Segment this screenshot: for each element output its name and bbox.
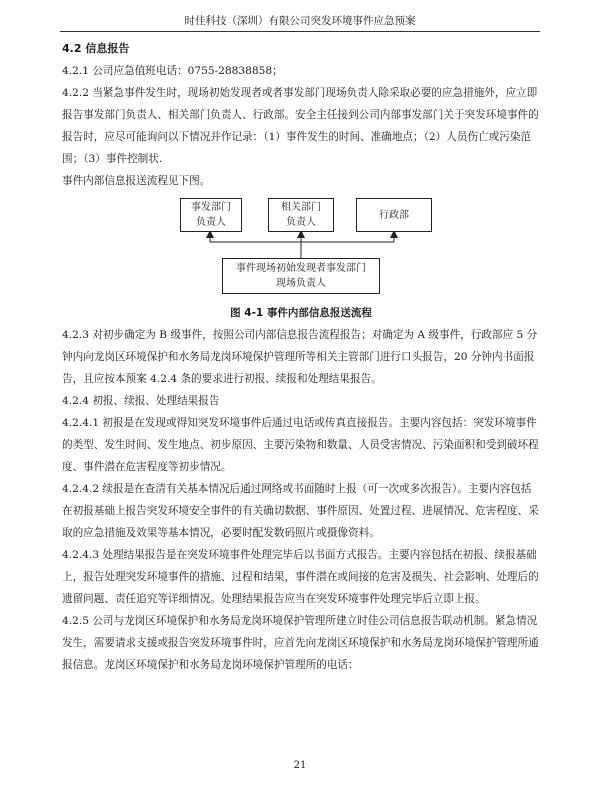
- paragraph-4-2-4-1: 4.2.4.1 初报是在发现或得知突发环境事件后通过电话或传真直接报告。主要内容包括：突发环境事件的类型、发生时间、发生地点、初步原因、主要污染物和数量、人员受害情况、污染面积和受到破坏程度、事件潜在危害程度等初步情况。: [62, 417, 539, 473]
- page-content: [62, 38, 540, 676]
- box-dept-head-line1: 事发部门: [191, 202, 231, 213]
- box-dept-head: [180, 198, 242, 232]
- page-number: 21: [293, 760, 307, 771]
- box-discoverer-line2: 现场负责人: [276, 278, 326, 289]
- box-admin-label: 行政部: [379, 209, 409, 221]
- section-heading: 4.2 信息报告: [62, 42, 130, 55]
- paragraph-4-2-4-3: 4.2.4.3 处理结果报告是在突发环境事件处理完毕后以书面方式报告。主要内容包括在初报、续报基础上，报告处理突发环境事件的措施、过程和结果，事件潜在或间接的危害及损失、社会影响、处理后的遗留问题、责任追究等详细情况。处理结果报告应当在突发环境事件处理完毕后立即上报。: [62, 549, 539, 605]
- paragraph-4-2-2: 4.2.2 当紧急事件发生时，现场初始发现者或者事发部门现场负责人除采取必要的应急措施外，应立即报告事发部门负责人、相关部门负责人、行政部。安全主任接到公司内部事发部门关于突发环境事件的报告时，应尽可能询问以下情况并作记录：（1）事件发生的时间、准确地点；（2）人员伤亡或污染范围；（3）事件控制状.: [62, 87, 539, 165]
- flowchart: [62, 196, 540, 302]
- paragraph-4-2-1: 4.2.1 公司应急值班电话：0755-28838858；: [62, 65, 283, 77]
- box-dept-head-line2: 负责人: [196, 217, 226, 228]
- box-related-line2: 负责人: [286, 217, 316, 228]
- box-discoverer: [222, 258, 380, 294]
- box-discoverer-line1: 事件现场初始发现者事发部门: [236, 263, 366, 274]
- paragraph-4-2-4-2: 4.2.4.2 续报是在查清有关基本情况后通过网络或书面随时上报（可一次或多次报告）。主要内容包括在初报基础上报告突发环境安全事件的有关确切数据、事件原因、处置过程、进展情况、危害程度、采取的应急措施及效果等基本情况，必要时配发数码照片或摄像资料。: [62, 483, 539, 539]
- box-related-dept-head: [268, 198, 334, 232]
- box-admin-dept: [356, 198, 432, 232]
- paragraph-4-2-3: 4.2.3 对初步确定为 B 级事件，按照公司内部信息报告流程报告；对确定为 A 级事件，行政部应 5 分钟内向龙岗区环境保护和水务局龙岗环境保护管理所等相关主管部门进行口头报告，20 分钟内书面报告，且应按本预案 4.2.4 条的要求进行初报、续报和处理结果报告。: [62, 329, 538, 385]
- flow-intro: 事件内部信息报送流程见下图。: [62, 175, 211, 187]
- figure-caption: 图 4-1 事件内部信息报送流程: [230, 307, 372, 319]
- page-header: 时佳科技（深圳）有限公司突发环境事件应急预案: [184, 15, 416, 27]
- paragraph-4-2-4: 4.2.4 初报、续报、处理结果报告: [62, 395, 220, 407]
- paragraph-4-2-5: 4.2.5 公司与龙岗区环境保护和水务局龙岗环境保护管理所建立时佳公司信息报告联动机制。紧急情况发生，需要请求支援或报告突发环境事件时，应首先向龙岗区环境保护和水务局龙岗环境保护管理所通报信息。龙岗区环境保护和水务局龙岗环境保护管理所的电话：: [62, 615, 539, 671]
- header-rule: [60, 31, 540, 32]
- box-related-line1: 相关部门: [281, 202, 321, 213]
